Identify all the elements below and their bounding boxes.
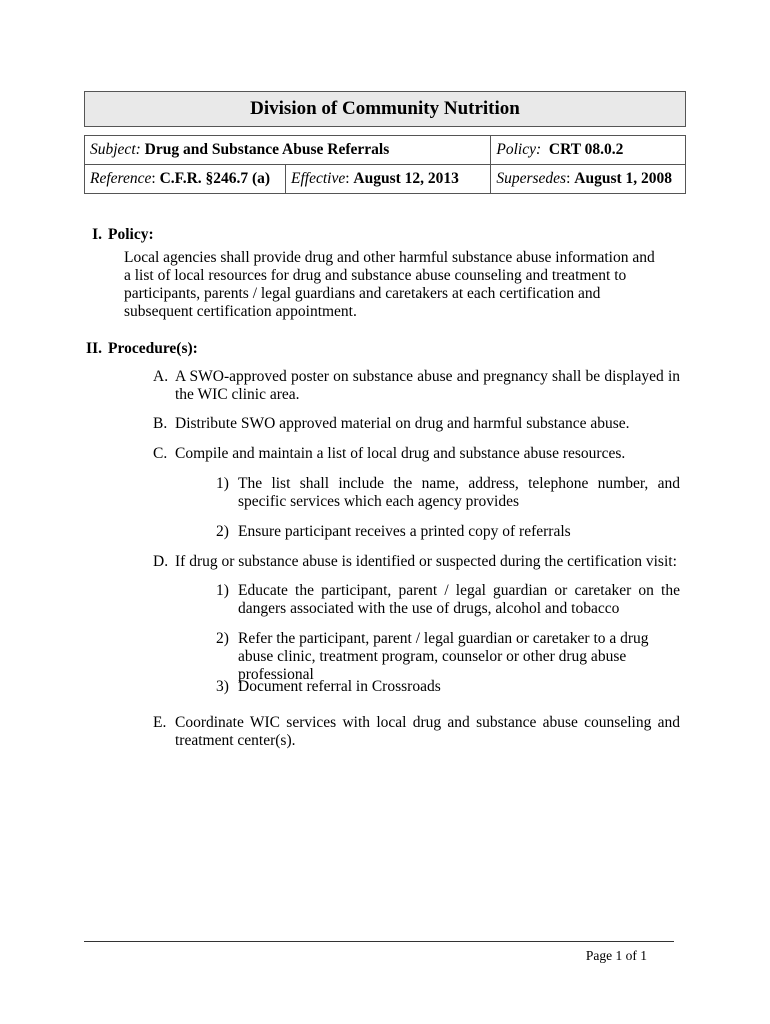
- procedures-heading: [78, 340, 198, 358]
- procedure-e-label: E.: [153, 714, 167, 731]
- supersedes-value: August 1, 2008: [574, 170, 673, 187]
- procedure-c-1-label: 1): [216, 475, 229, 492]
- policy-cell: [491, 136, 686, 165]
- procedure-d-text: If drug or substance abuse is identified or suspected during the certification visit:: [175, 553, 677, 570]
- procedures-heading-text: Procedure(s):: [108, 340, 198, 357]
- procedure-c-1: [216, 475, 680, 511]
- procedure-d-3-text: Document referral in Crossroads: [238, 678, 441, 695]
- policy-number: I.: [92, 226, 102, 243]
- procedure-d-3-label: 3): [216, 678, 229, 695]
- effective-cell: Effective: August 12, 2013: [286, 165, 491, 194]
- procedure-d-2-text: Refer the participant, parent / legal guardian or caretaker to a drug abuse clinic, treatment program, counselor or other drug abuse professional: [238, 630, 649, 683]
- procedure-b-text: Distribute SWO approved material on drug and harmful substance abuse.: [175, 415, 630, 432]
- reference-label: Reference: [90, 170, 152, 187]
- procedures-number: II.: [86, 340, 102, 357]
- procedure-b: [153, 415, 680, 433]
- procedure-d-label: D.: [153, 553, 169, 570]
- page-number: Page 1 of 1: [585, 948, 647, 963]
- procedure-d-1-text: Educate the participant, parent / legal guardian or caretaker on the dangers associated with the use of drugs, alcohol and tobacco: [238, 582, 680, 617]
- reference-value: C.F.R. §246.7 (a): [159, 170, 271, 187]
- procedure-c-2-text: Ensure participant receives a printed copy of referrals: [238, 523, 571, 540]
- procedure-e-text: Coordinate WIC services with local drug and substance abuse counseling and treatment center(s).: [175, 714, 680, 749]
- procedure-c-label: C.: [153, 445, 168, 462]
- procedure-a-text: A SWO-approved poster on substance abuse and pregnancy shall be displayed in the WIC clinic area.: [175, 368, 680, 403]
- effective-label: Effective: [291, 170, 346, 187]
- policy-heading-text: Policy:: [108, 226, 154, 243]
- supersedes-label: Supersedes: [496, 170, 567, 187]
- procedure-c-1-text: The list shall include the name, address, telephone number, and specific services which each agency provides: [238, 475, 680, 510]
- subject-cell: [85, 136, 491, 165]
- procedure-c: [153, 445, 680, 463]
- procedure-a-label: A.: [153, 368, 169, 385]
- procedure-c-2: [216, 523, 680, 541]
- procedure-d-2: [216, 630, 680, 683]
- policy-paragraph: Local agencies shall provide drug and other harmful substance abuse information and a list of local resources for drug and substance abuse counseling and treatment to participants, parents / legal guardians and caretakers at each certification and subsequent certification appointment.: [124, 249, 655, 320]
- procedure-a: [153, 368, 680, 404]
- reference-cell: Reference: C.F.R. §246.7 (a): [85, 165, 286, 194]
- procedure-d-1: [216, 582, 680, 618]
- procedure-d-2-label: 2): [216, 630, 229, 647]
- procedure-d-1-label: 1): [216, 582, 229, 599]
- policy-label: Policy:: [496, 141, 542, 158]
- effective-value: August 12, 2013: [353, 170, 459, 187]
- subject-value: Drug and Substance Abuse Referrals: [144, 141, 390, 158]
- procedure-d-3: [216, 678, 680, 696]
- supersedes-cell: Supersedes: August 1, 2008: [491, 165, 686, 194]
- policy-heading: [78, 226, 154, 244]
- procedure-c-2-label: 2): [216, 523, 229, 540]
- footer-divider: [84, 941, 674, 942]
- procedure-e: [153, 714, 680, 750]
- policy-header-table: [84, 135, 686, 194]
- procedure-d: [153, 553, 680, 571]
- subject-label: Subject:: [90, 141, 141, 158]
- document-title: Division of Community Nutrition: [84, 91, 686, 127]
- policy-value: CRT 08.0.2: [548, 141, 624, 158]
- procedure-c-text: Compile and maintain a list of local drug and substance abuse resources.: [175, 445, 626, 462]
- procedure-b-label: B.: [153, 415, 168, 432]
